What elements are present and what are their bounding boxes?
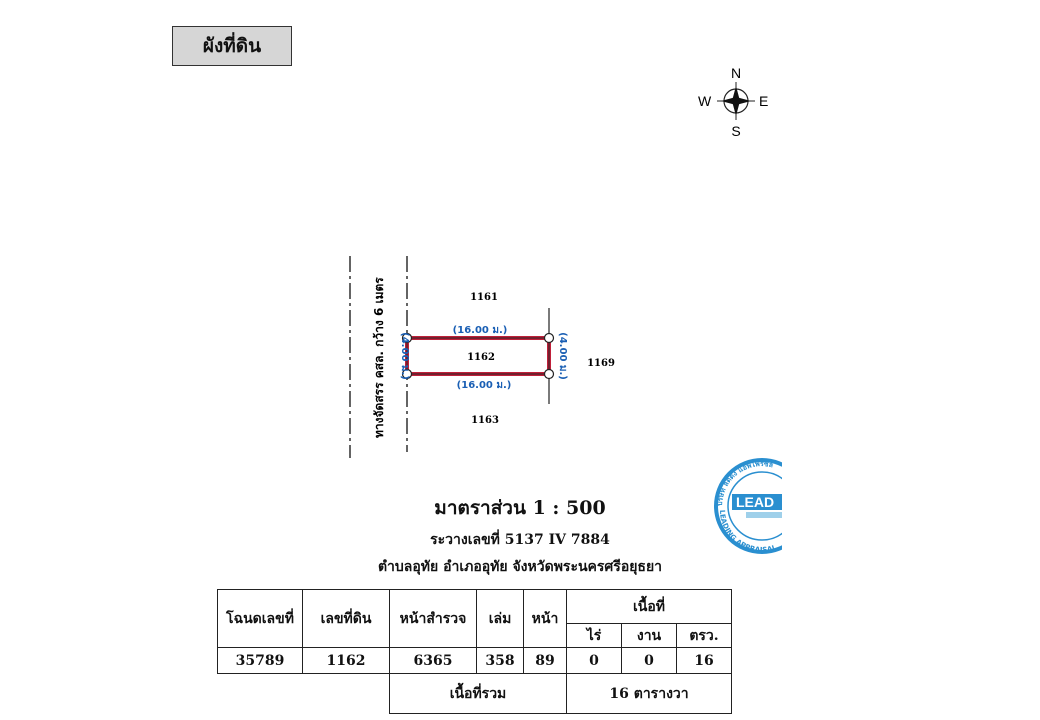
header-rai: ไร่ [567, 624, 622, 648]
compass-north: N [730, 65, 742, 81]
header-land-no: เลขที่ดิน [303, 590, 390, 648]
cell-deed-no: 35789 [218, 648, 303, 674]
dimension-top: (16.00 ม.) [452, 325, 508, 336]
parcel-number-center: 1162 [467, 352, 495, 363]
compass-south: S [731, 123, 741, 139]
dimension-bottom: (16.00 ม.) [456, 380, 512, 391]
header-ngan: งาน [622, 624, 677, 648]
scale-label: มาตราส่วน 1 : 500 [434, 497, 606, 519]
cell-rai: 0 [567, 648, 622, 674]
parcel-number-south: 1163 [471, 415, 499, 426]
compass-icon [698, 65, 768, 139]
table-row [218, 648, 732, 674]
cell-page: 89 [524, 648, 567, 674]
compass-east: E [759, 93, 769, 109]
corner-marker [545, 334, 554, 343]
cell-ngan: 0 [622, 648, 677, 674]
deed-table [217, 589, 732, 714]
stamp-text-top: บริษัท ลีดดิ้ง แอพไพรซัล [715, 459, 774, 507]
header-area: เนื้อที่ [567, 590, 732, 624]
cell-survey-page: 6365 [390, 648, 477, 674]
dimension-right: (4.00 ม.) [557, 332, 568, 380]
compass-west: W [698, 93, 712, 109]
cell-wa: 16 [677, 648, 732, 674]
header-wa: ตรว. [677, 624, 732, 648]
header-page: หน้า [524, 590, 567, 648]
parcel-number-north: 1161 [470, 292, 498, 303]
sheet-reference: ระวางเลขที่ 5137 IV 7884 [430, 532, 610, 548]
parcel-number-east: 1169 [587, 358, 615, 369]
dimension-left: (4.00 ม.) [399, 332, 410, 380]
header-deed-no: โฉนดเลขที่ [218, 590, 303, 648]
road-label: ทางจัดสรร คสล. กว้าง 6 เมตร [372, 277, 386, 438]
location-text: ตำบลอุทัย อำเภออุทัย จังหวัดพระนครศรีอยุธยา [377, 559, 663, 575]
cell-volume: 358 [477, 648, 524, 674]
page-title: ผังที่ดิน [172, 26, 292, 66]
header-survey-page: หน้าสำรวจ [390, 590, 477, 648]
total-area-value: 16 ตารางวา [567, 674, 732, 714]
total-area-label: เนื้อที่รวม [390, 674, 567, 714]
stamp-logo: LEAD [736, 494, 775, 510]
cell-land-no: 1162 [303, 648, 390, 674]
header-volume: เล่ม [477, 590, 524, 648]
stamp-text-bottom: LEADING APPRAISAL [717, 509, 778, 555]
corner-marker [545, 370, 554, 379]
